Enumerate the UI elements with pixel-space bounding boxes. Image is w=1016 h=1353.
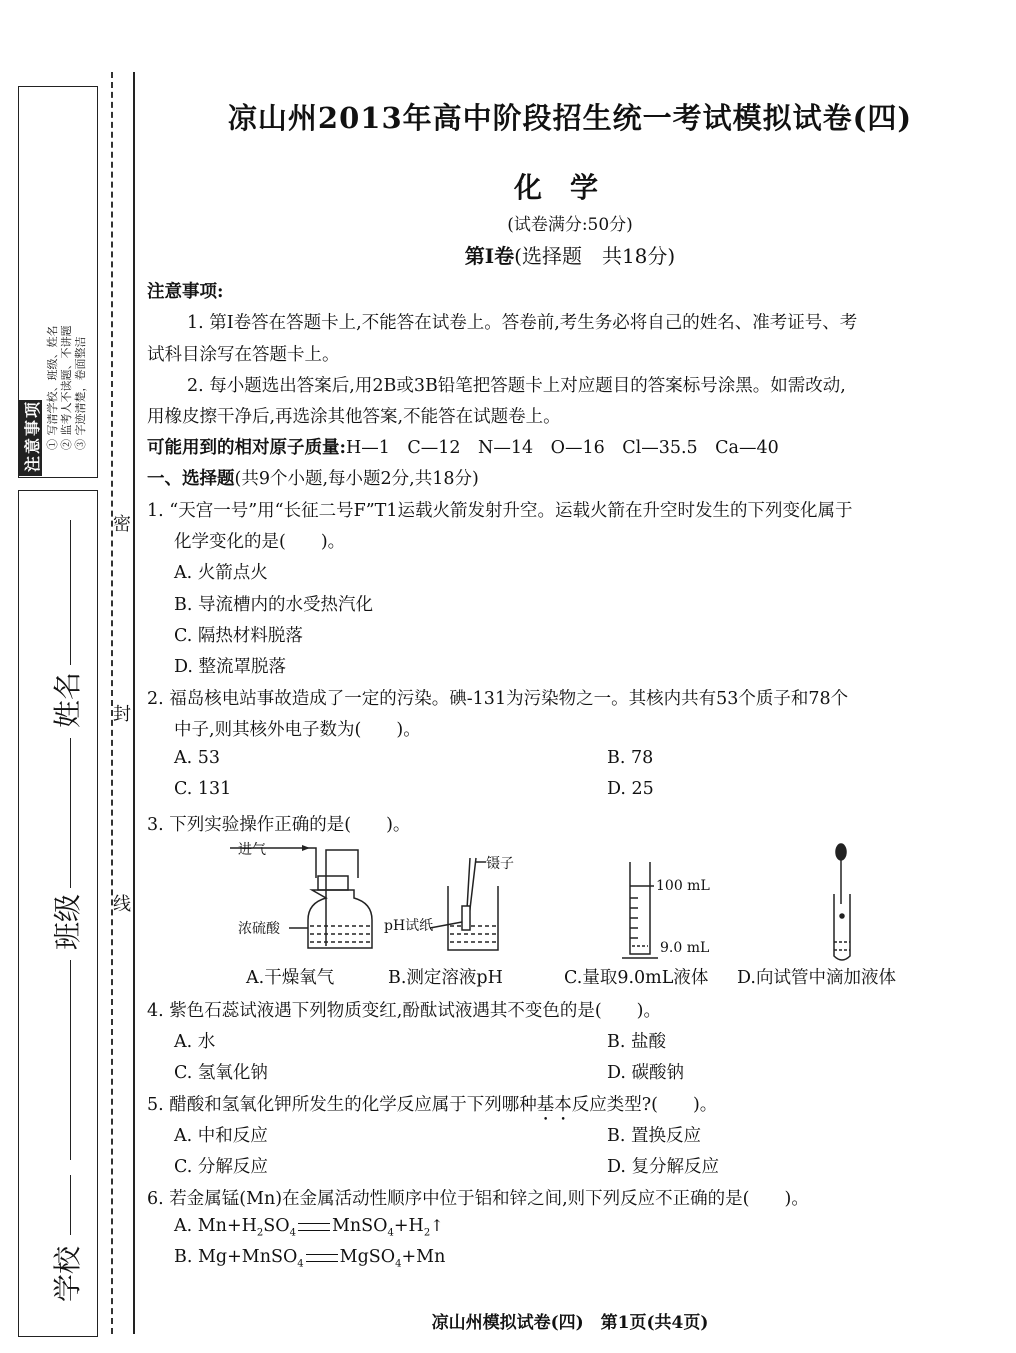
fig-c-label-9ml: 9.0 mL — [660, 940, 710, 956]
name-underline — [70, 738, 71, 888]
subject-title: 化学 — [513, 171, 626, 204]
q2-stem-line1: 2. 福岛核电站事故造成了一定的污染。碘-131为污染物之一。其核内共有53个质子和78个 — [147, 689, 849, 709]
atomic-mass-values: H—1 C—12 N—14 O—16 Cl—35.5 Ca—40 — [345, 438, 779, 458]
part-title — [145, 240, 995, 269]
fig-b-label-ph-paper: pH试纸 — [384, 918, 434, 934]
part-title-bold: 第Ⅰ卷 — [464, 244, 515, 268]
side-notice-title: 注意事项 — [23, 399, 42, 472]
q5-stem-part1: 5. 醋酸和氢氧化钾所发生的化学反应属于下列哪种 — [147, 1095, 537, 1115]
part-title-rest: (选择题 共18分) — [514, 244, 676, 268]
q6-b-text2: MgSO — [339, 1247, 396, 1267]
class-underline — [70, 960, 71, 1160]
seal-char-3: 线 — [113, 890, 131, 916]
section-heading — [147, 465, 479, 490]
q5-stem-emphasis: 基本 — [536, 1095, 572, 1115]
graduated-cylinder — [622, 862, 658, 958]
q6-stem: 6. 若金属锰(Mn)在金属活动性顺序中位于铝和锌之间,则下列反应不正确的是( )。 — [147, 1189, 809, 1209]
q2-option-d: D. 25 — [607, 779, 654, 799]
seal-char-2: 封 — [113, 700, 131, 726]
school-underline — [70, 1175, 71, 1235]
q4-option-c: C. 氢氧化钠 — [174, 1063, 268, 1083]
section-heading-rest: (共9个小题,每小题2分,共18分) — [234, 469, 479, 489]
atomic-mass-label: 可能用到的相对原子质量: — [147, 438, 346, 458]
fig-a-label-acid: 浓硫酸 — [238, 921, 280, 937]
q2-stem-line2: 中子,则其核外电子数为( )。 — [174, 720, 421, 740]
fig-c-label-100ml: 100 mL — [656, 878, 710, 894]
q6-b-equals — [306, 1254, 338, 1262]
fig-b-label-tweezers: 镊子 — [486, 856, 514, 872]
q3-caption-c: C.量取9.0mL液体 — [564, 968, 709, 988]
side-notice-1: ① 写清学校、班级、姓名 — [46, 325, 59, 450]
section-heading-bold: 一、选择题 — [147, 469, 235, 489]
q6-a-sub1: 2 — [256, 1227, 264, 1239]
q5-stem — [147, 1091, 717, 1125]
q5-option-d: D. 复分解反应 — [607, 1157, 720, 1177]
q6-b-text3: +Mn — [401, 1247, 446, 1267]
info-top-underline — [70, 520, 71, 665]
q6-a-text4: +H — [393, 1216, 424, 1236]
gas-up-arrow-icon: ↑ — [430, 1216, 444, 1235]
q2-option-a: A. 53 — [174, 748, 221, 768]
side-notice-2: ② 监考人不读题、不讲题 — [60, 325, 73, 450]
q4-option-a: A. 水 — [174, 1032, 216, 1052]
full-score: (试卷满分:50分) — [507, 215, 633, 235]
q1-option-a: A. 火箭点火 — [174, 563, 268, 583]
q3-caption-d: D.向试管中滴加液体 — [737, 968, 896, 988]
q1-option-d: D. 整流罩脱落 — [174, 657, 287, 677]
q6-b-sub2: 4 — [395, 1258, 402, 1270]
q2-option-c: C. 131 — [174, 779, 232, 799]
q4-option-b: B. 盐酸 — [607, 1032, 666, 1052]
q1-option-c: C. 隔热材料脱落 — [174, 626, 303, 646]
dropper-test-tube — [834, 844, 850, 960]
q6-option-b — [174, 1247, 445, 1270]
q6-option-a — [174, 1216, 444, 1239]
q4-option-d: D. 碳酸钠 — [607, 1063, 685, 1083]
q6-a-text3: MnSO — [331, 1216, 388, 1236]
q6-a-text1: A. Mn+H — [174, 1216, 257, 1236]
notice-item2-line1: 2. 每小题选出答案后,用2B或3B铅笔把答题卡上对应题目的答案标号涂黑。如需改动, — [187, 376, 846, 396]
q3-figure — [230, 838, 950, 964]
solid-binding-line — [133, 72, 135, 1334]
q6-a-equals — [298, 1223, 330, 1231]
q2-option-b: B. 78 — [607, 748, 654, 768]
q6-a-sub2: 4 — [289, 1227, 296, 1239]
notice-item1-line2: 试科目涂写在答题卡上。 — [147, 345, 340, 365]
seal-char-1: 密 — [113, 510, 131, 536]
notice-heading: 注意事项: — [147, 282, 224, 302]
side-notice-3: ③ 字迹清楚，卷面整洁 — [74, 336, 87, 450]
q1-stem-line2: 化学变化的是( )。 — [174, 532, 346, 552]
q6-a-sub3: 4 — [387, 1227, 394, 1239]
q3-stem: 3. 下列实验操作正确的是( )。 — [147, 815, 411, 835]
q5-option-c: C. 分解反应 — [174, 1157, 268, 1177]
q5-option-b: B. 置换反应 — [607, 1126, 701, 1146]
q3-caption-b: B.测定溶液pH — [388, 968, 503, 988]
notice-item2-line2: 用橡皮擦干净后,再选涂其他答案,不能答在试题卷上。 — [147, 407, 561, 427]
q5-option-a: A. 中和反应 — [174, 1126, 268, 1146]
q6-a-text2: SO — [263, 1216, 290, 1236]
class-label: 班级 — [51, 893, 84, 950]
notice-item1-line1: 1. 第Ⅰ卷答在答题卡上,不能答在试卷上。答卷前,考生务必将自己的姓名、准考证号、考 — [187, 313, 858, 333]
q5-stem-part2: 反应类型?( )。 — [571, 1095, 718, 1115]
exam-title: 凉山州2013年高中阶段招生统一考试模拟试卷(四) — [227, 101, 913, 135]
q6-b-sub1: 4 — [297, 1258, 304, 1270]
q3-caption-a: A.干燥氧气 — [246, 968, 335, 988]
page-footer: 凉山州模拟试卷(四) 第1页(共4页) — [431, 1313, 709, 1333]
q1-option-b: B. 导流槽内的水受热汽化 — [174, 595, 373, 615]
q6-b-text1: B. Mg+MnSO — [174, 1247, 298, 1267]
fig-a-label-gas: 进气 — [238, 842, 266, 858]
school-label: 学校 — [51, 1245, 84, 1302]
atomic-mass-line — [147, 434, 779, 459]
q6-a-sub4: 2 — [423, 1227, 431, 1239]
q4-stem: 4. 紫色石蕊试液遇下列物质变红,酚酞试液遇其不变色的是( )。 — [147, 1001, 661, 1021]
name-label: 姓名 — [51, 671, 84, 728]
q1-stem-line1: 1. “天宫一号”用“长征二号F”T1运载火箭发射升空。运载火箭在升空时发生的下列变化属于 — [147, 501, 853, 521]
